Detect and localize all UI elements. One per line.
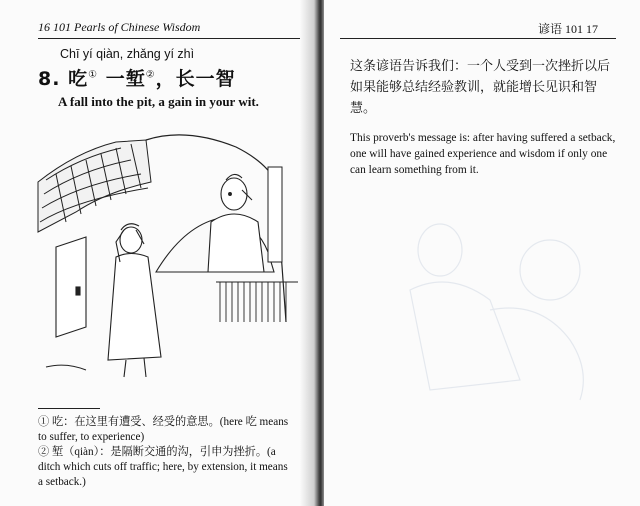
footnote-2: ② 堑（qiàn）：是隔断交通的沟，引申为挫折。(a ditch which cuts off traffic; here, by extension, it means a setback.) — [38, 446, 288, 488]
header-rule-right — [340, 38, 616, 39]
proverb-number: 8. — [38, 68, 61, 90]
proverb-chinese-part1: 吃 — [68, 68, 89, 90]
footnote-marker-2: ② — [145, 69, 156, 81]
left-page — [0, 0, 318, 506]
fence-drawing — [216, 282, 298, 322]
footnotes — [38, 415, 293, 490]
footnote-1: ① 吃：在这里有遭受、经受的意思。(here 吃 means to suffer, to experience) — [38, 416, 289, 443]
footnote-marker-1: ① — [88, 69, 99, 81]
proverb-chinese-part2: 一堑 — [105, 68, 146, 90]
door-drawing — [56, 237, 86, 337]
show-through-illustration — [370, 190, 610, 420]
page-header-right: 谚语 101 17 — [538, 22, 599, 36]
proverb-chinese-part3: ，长一智 — [155, 68, 236, 90]
pinyin-line: Chī yí qiàn, zhǎng yí zhì — [60, 47, 195, 61]
header-rule-left — [38, 38, 300, 39]
man-walking-drawing — [108, 224, 161, 377]
footnote-rule — [38, 408, 100, 409]
roof-tiles-drawing — [38, 140, 151, 232]
english-title: A fall into the pit, a gain in your wit. — [58, 94, 259, 109]
page-header-left: 16 101 Pearls of Chinese Wisdom — [38, 20, 201, 34]
man-in-pit-drawing — [208, 174, 264, 272]
proverb-heading — [38, 64, 236, 91]
cartoon-illustration — [36, 122, 298, 387]
chinese-explanation: 这条谚语告诉我们：一个人受到一次挫折以后 如果能够总结经验教训，就能增长见识和智慧。 — [350, 59, 611, 116]
english-explanation: This proverb's message is: after having suffered a setback, one will have gained experience and wisdom if only one can learn something from it. — [350, 132, 616, 176]
